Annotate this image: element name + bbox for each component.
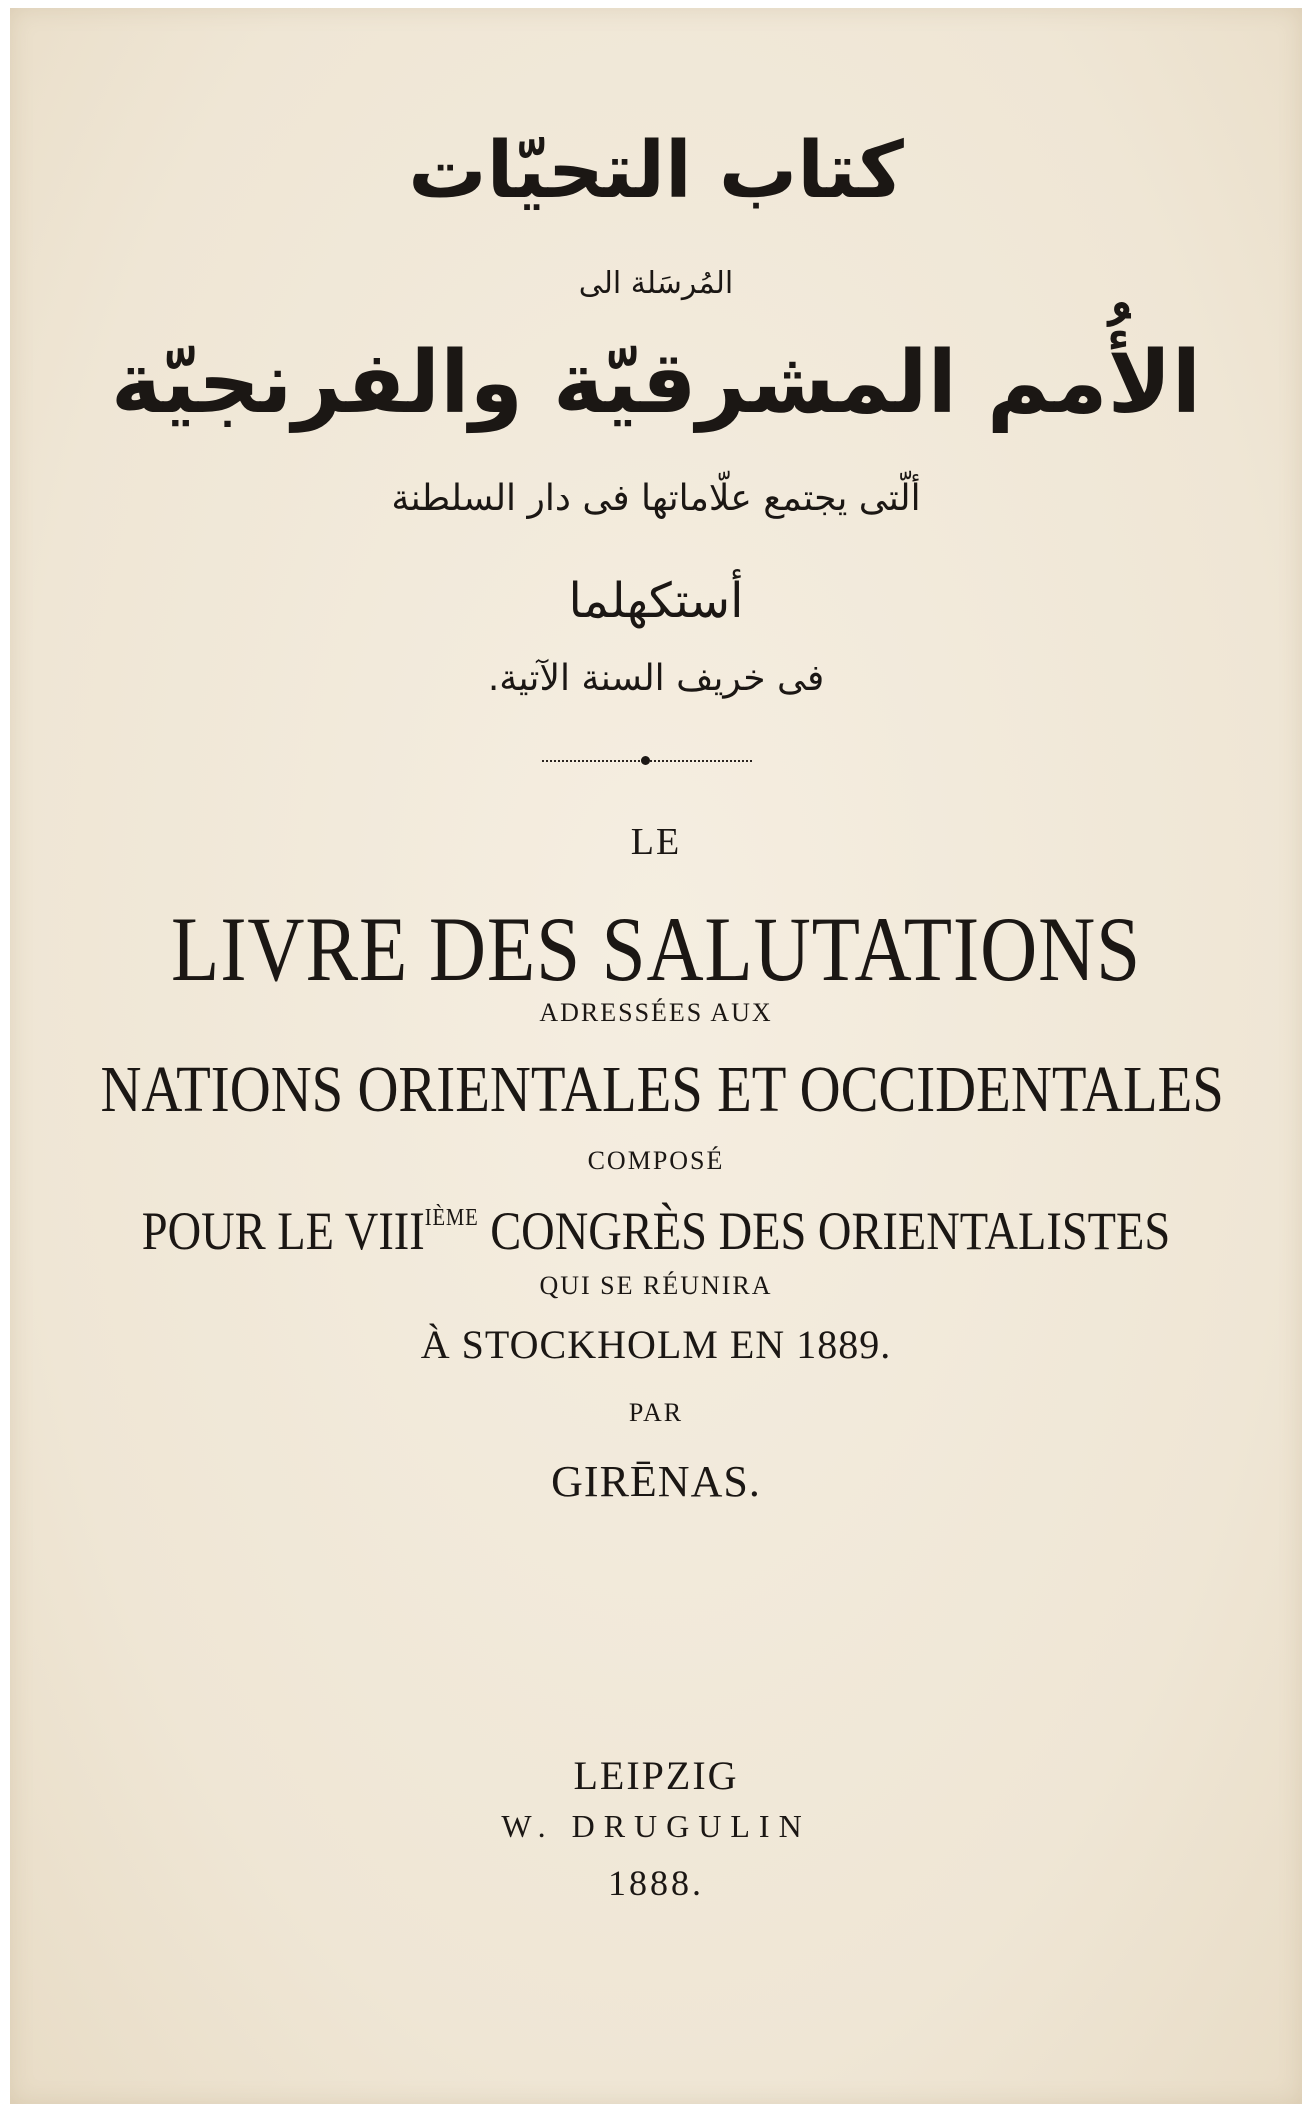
imprint-city: LEIPZIG xyxy=(573,1753,739,1798)
congress-prefix: POUR LE VIII xyxy=(141,1201,425,1261)
french-article: LE xyxy=(630,821,682,863)
book-title: LIVRE DES SALUTATIONS xyxy=(171,898,1141,1000)
congress-line xyxy=(100,1200,1211,1262)
arabic-title: كتاب التحيّات xyxy=(408,126,904,216)
author-name: GIRĒNAS. xyxy=(551,1457,761,1506)
arabic-nations-heading: الأُمم المشرقيّة والفرنجيّة xyxy=(110,333,1202,433)
arabic-subtitle: المُرسَلة الى xyxy=(578,266,734,301)
arabic-line-congress: ألّتى يجتمع علّاماتها فى دار السلطنة xyxy=(391,478,921,519)
reunira-line: QUI SE RÉUNIRA xyxy=(539,1271,773,1300)
arabic-line-autumn: فى خريف السنة الآتية. xyxy=(487,658,825,699)
nations-line: NATIONS ORIENTALES ET OCCIDENTALES xyxy=(100,1053,1224,1126)
addressed-to: ADRESSÉES AUX xyxy=(539,998,773,1027)
stockholm-line: À STOCKHOLM EN 1889. xyxy=(420,1322,892,1367)
imprint-publisher: W. DRUGULIN xyxy=(501,1808,811,1844)
composed-label: COMPOSÉ xyxy=(587,1146,725,1175)
by-label: PAR xyxy=(628,1398,684,1427)
congress-ordinal: IÈME xyxy=(424,1205,479,1231)
imprint-year: 1888. xyxy=(608,1863,704,1903)
divider-dot-icon xyxy=(641,756,650,765)
arabic-line-stockholm: أستكهلما xyxy=(568,573,744,629)
congress-suffix: CONGRÈS DES ORIENTALISTES xyxy=(490,1201,1171,1261)
title-page xyxy=(10,8,1302,2104)
